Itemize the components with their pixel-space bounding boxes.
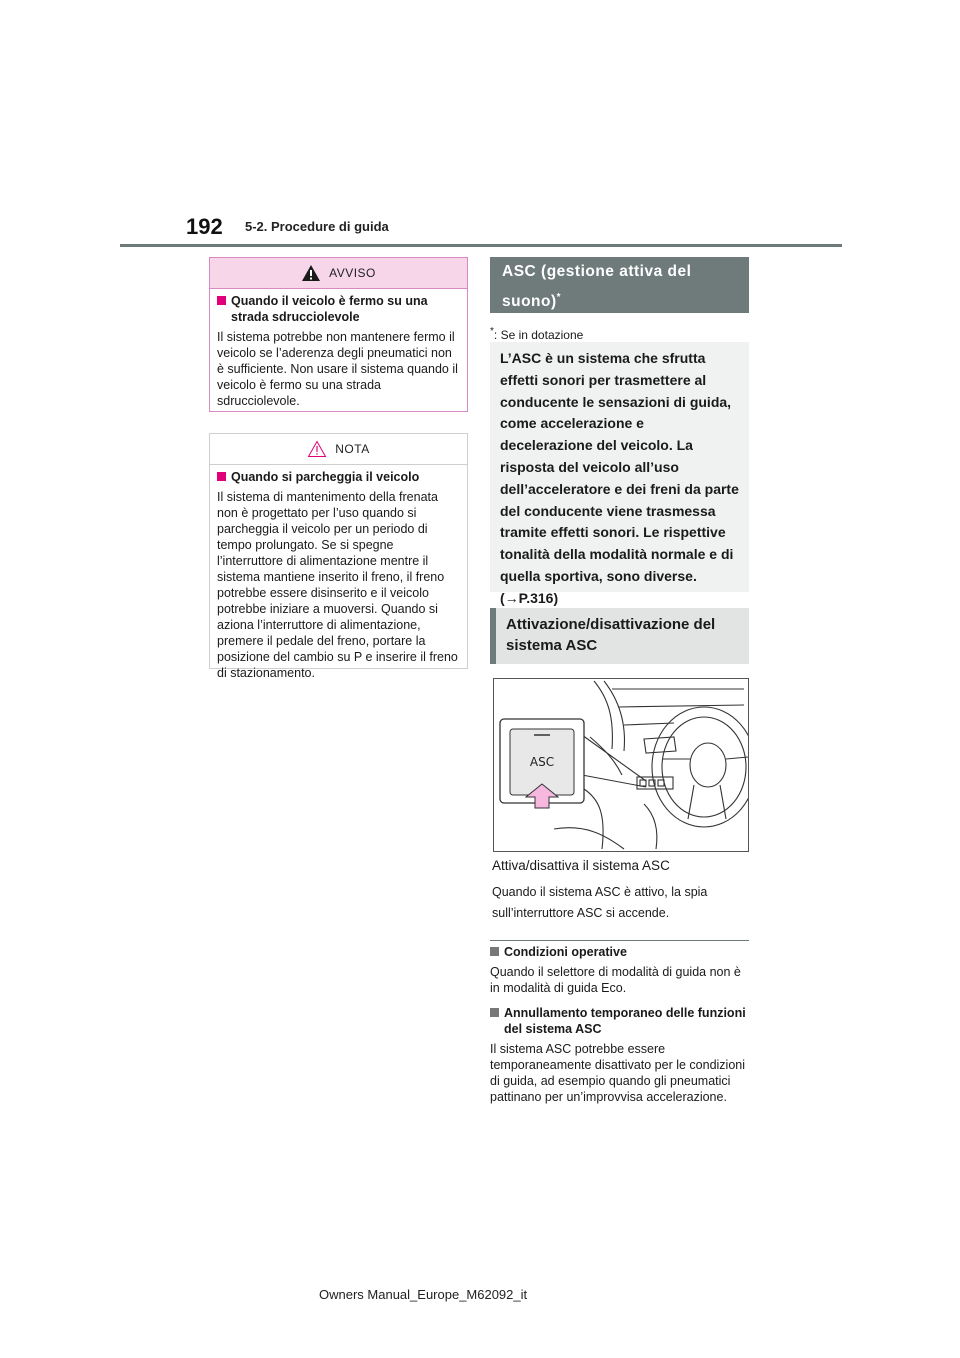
conditions-block: [490, 944, 752, 996]
footer-text: Owners Manual_Europe_M62092_it: [319, 1287, 528, 1302]
note-header: [210, 434, 467, 465]
warning-body: [210, 289, 467, 409]
header-rule: [120, 244, 842, 247]
warning-box: [209, 257, 468, 412]
square-bullet-icon: [490, 1008, 499, 1017]
square-bullet-icon: [490, 947, 499, 956]
warning-label: AVVISO: [329, 266, 376, 280]
footnote-mark: *: [490, 326, 494, 337]
warning-header: [210, 258, 467, 289]
footnote-text: : Se in dotazione: [493, 328, 584, 342]
note-text: Il sistema di mantenimento della frenata non è progettato per l’uso quando si parcheggia il veicolo per un periodo di tempo prolungato. Se si spegne l’interruttore di alimentazione mentre il sistema mantiene inserito il freno, il freno potrebbe essere disinserito e il veicolo potrebbe iniziare a muoversi. Quando si aziona l’interruttore di alimentazione, premere il pedale del freno, portare la posizione del cambio su P e inserire il freno di stazionamento.: [217, 490, 458, 680]
asc-heading-footnote-mark: *: [556, 292, 562, 303]
warning-triangle-icon: [301, 264, 321, 282]
asc-intro-box: L’ASC è un sistema che sfrutta effetti sonori per trasmettere al conducente le sensazioni di guida, come accelerazione e decelerazione del veicolo. La risposta del veicolo all’uso dell’acceleratore e dei freni da parte del conducente viene trasmessa tramite effetti sonori. Le rispettive tonalità della modalità normale e di quella sportiva, sono diverse. (→P.316): [490, 342, 749, 592]
square-bullet-icon: [217, 296, 226, 305]
note-title: Quando si parcheggia il veicolo: [231, 470, 420, 484]
asc-button-label: ASC: [529, 755, 555, 769]
page-number: 192: [186, 214, 223, 239]
cancel-title: Annullamento temporaneo delle funzioni del sistema ASC: [504, 1006, 746, 1036]
press-arrow-icon: [525, 783, 559, 809]
conditions-item-title: [490, 944, 752, 960]
note-box: [209, 433, 468, 680]
asc-heading-text: ASC (gestione attiva del suono): [502, 263, 692, 311]
conditions-text: Quando il selettore di modalità di guida non è in modalità di guida Eco.: [490, 965, 741, 995]
square-bullet-icon: [217, 472, 226, 481]
warning-item-title: [217, 293, 459, 325]
asc-heading: [490, 257, 749, 313]
cancel-text: Il sistema ASC potrebbe essere temporaneamente disattivato per le condizioni di guida, ad esempio quando gli pneumatici pattinano per un’improvvisa accelerazione.: [490, 1042, 746, 1104]
conditions-title: Condizioni operative: [504, 945, 627, 959]
caution-triangle-outline-icon: [307, 440, 327, 458]
asc-switch-illustration: [493, 678, 749, 852]
footnote: [490, 326, 583, 342]
cancel-item-title: [490, 1005, 752, 1037]
note-label: NOTA: [335, 442, 370, 456]
note-item-title: [217, 469, 459, 485]
activation-heading: Attivazione/disattivazione del sistema ASC: [490, 608, 749, 664]
cancel-block: [490, 1005, 752, 1105]
note-body: [210, 465, 467, 681]
section-title: 5-2. Procedure di guida: [245, 219, 389, 234]
separator-rule: [490, 940, 749, 941]
warning-text: Il sistema potrebbe non mantenere fermo il veicolo se l’aderenza degli pneumatici non è sufficiente. Non usare il sistema quando il veicolo è fermo su una strada sdrucciolevole.: [217, 330, 458, 408]
illustration-caption: Attiva/disattiva il sistema ASC: [492, 858, 670, 873]
asc-status-text: Quando il sistema ASC è attivo, la spia sull’interruttore ASC si accende.: [492, 885, 708, 920]
warning-title: Quando il veicolo è fermo su una strada sdrucciolevole: [231, 294, 428, 324]
